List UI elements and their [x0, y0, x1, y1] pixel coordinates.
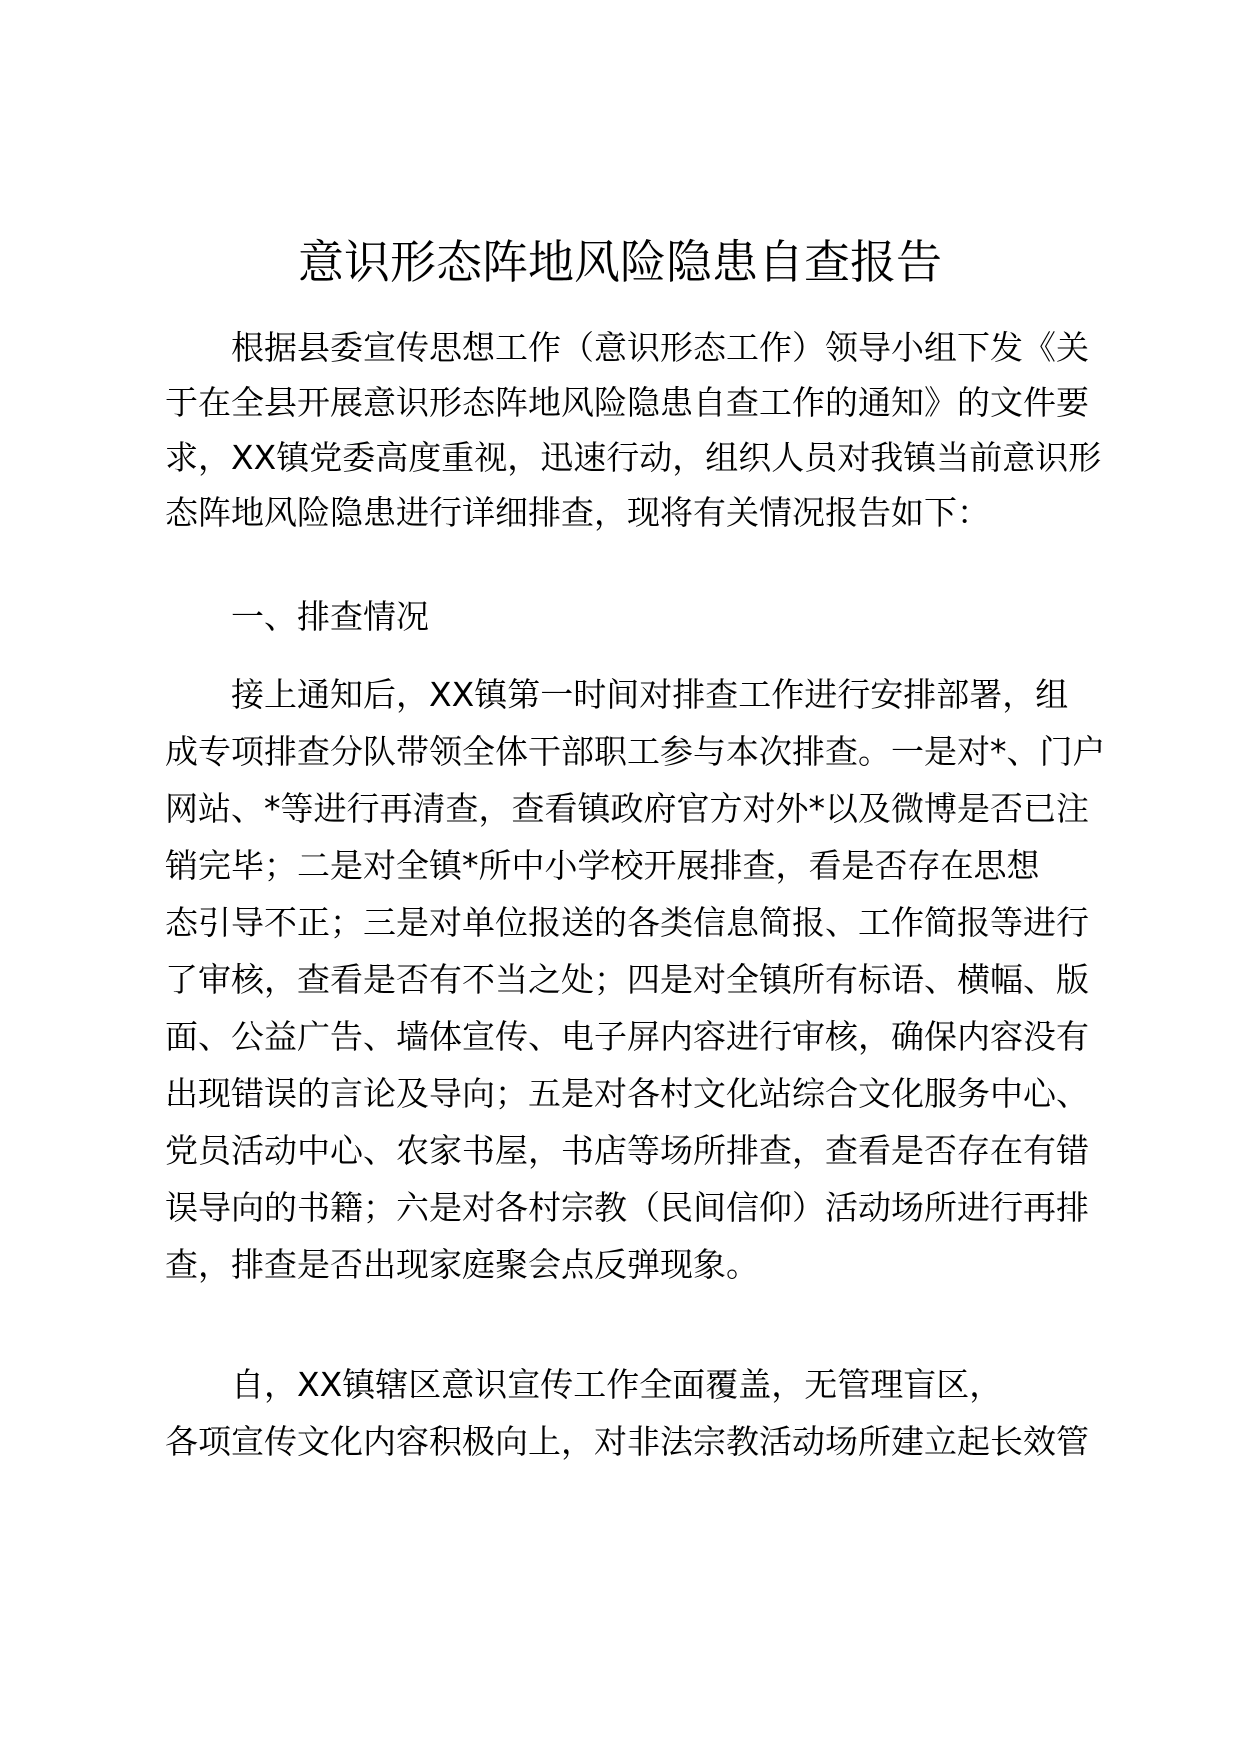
paragraph-line: 成专项排查分队带领全体干部职工参与本次排查。一是对*、门户 — [165, 732, 1106, 771]
paragraph-line: 态阵地风险隐患进行详细排查，现将有关情况报告如下： — [165, 493, 990, 532]
paragraph-line: 误导向的书籍；六是对各村宗教（民间信仰）活动场所进行再排 — [165, 1188, 1089, 1227]
paragraph-line: 了审核，查看是否有不当之处；四是对全镇所有标语、横幅、版 — [165, 960, 1089, 999]
paragraph-line: 查，排查是否出现家庭聚会点反弹现象。 — [165, 1245, 759, 1284]
paragraph-line: 网站、*等进行再清查，查看镇政府官方对外*以及微博是否已注 — [165, 789, 1089, 828]
paragraph-line: 销完毕；二是对全镇*所中小学校开展排查，看是否存在思想 — [165, 846, 1040, 885]
paragraph-line: 出现错误的言论及导向；五是对各村文化站综合文化服务中心、 — [165, 1074, 1089, 1113]
paragraph-line: 党员活动中心、农家书屋，书店等场所排查，查看是否存在有错 — [165, 1131, 1089, 1170]
paragraph-line: 面、公益广告、墙体宣传、电子屏内容进行审核，确保内容没有 — [165, 1017, 1089, 1056]
paragraph-line: 自，XX镇辖区意识宣传工作全面覆盖，无管理盲区， — [231, 1365, 1003, 1404]
paragraph-line: 各项宣传文化内容积极向上，对非法宗教活动场所建立起长效管 — [165, 1422, 1089, 1461]
paragraph-line: 于在全县开展意识形态阵地风险隐患自查工作的通知》的文件要 — [165, 383, 1089, 422]
paragraph-line: 态引导不正；三是对单位报送的各类信息简报、工作简报等进行 — [165, 903, 1089, 942]
section-heading-text: 一、排查情况 — [231, 597, 429, 636]
paragraph-line: 求，XX镇党委高度重视，迅速行动，组织人员对我镇当前意识形 — [165, 438, 1102, 477]
document-title: 意识形态阵地风险隐患自查报告 — [298, 235, 942, 289]
paragraph-line: 接上通知后，XX镇第一时间对排查工作进行安排部署，组 — [231, 675, 1069, 714]
paragraph-line: 根据县委宣传思想工作（意识形态工作）领导小组下发《关 — [231, 328, 1089, 367]
